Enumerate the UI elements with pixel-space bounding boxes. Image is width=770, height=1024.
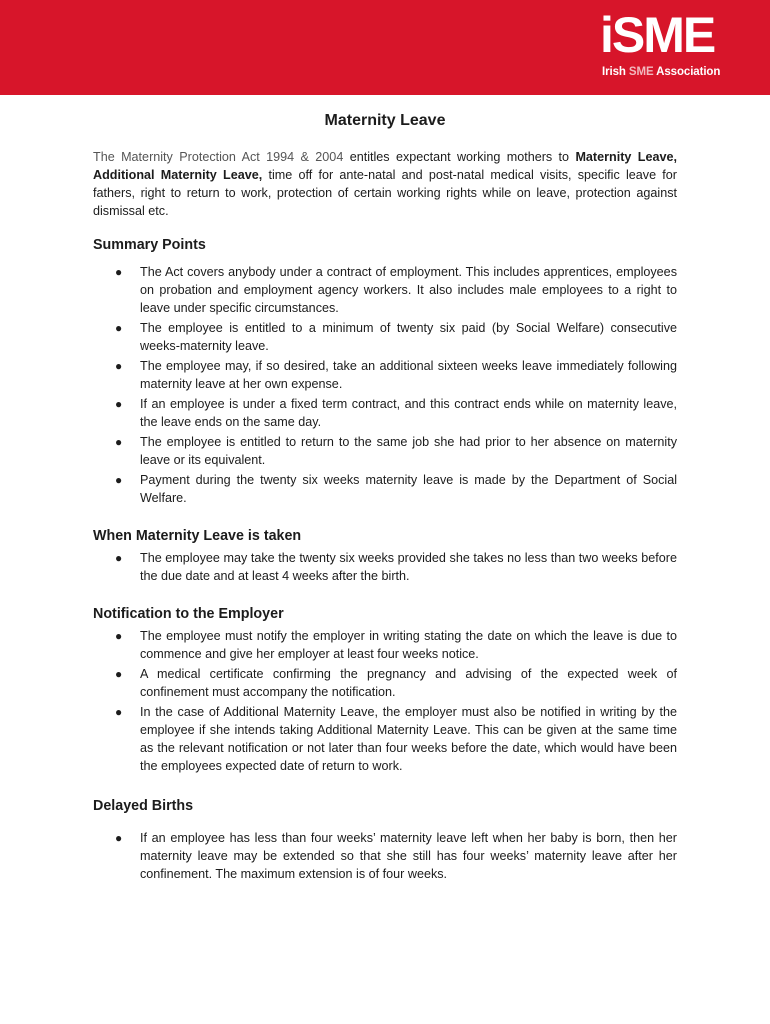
list-item: [93, 471, 677, 507]
bullet-icon: ●: [115, 629, 123, 643]
list-item-text: If an employee has less than four weeks’ maternity leave left when her baby is born, then her maternity leave may be extended so that she still has four weeks’ maternity leave after her confinement. The maximum extension is of four weeks.: [140, 831, 677, 881]
list-item: [93, 263, 677, 317]
bullet-list: [93, 263, 677, 507]
list-item-text: The Act covers anybody under a contract of employment. This includes apprentices, employees on probation and employment agency workers. It also includes male employees to a right to leave under specific circumstances.: [140, 265, 677, 315]
page-title: Maternity Leave: [324, 112, 446, 129]
list-item: [93, 395, 677, 431]
section-heading: Summary Points: [93, 237, 206, 253]
logo-wordmark: iSME: [600, 7, 715, 63]
intro-act-name: The Maternity Protection Act 1994 & 2004: [93, 150, 344, 164]
list-item: [93, 549, 677, 585]
section-heading: Notification to the Employer: [93, 606, 284, 622]
section-summary-points: [93, 236, 677, 507]
section-delayed-births: [93, 797, 677, 883]
bullet-icon: ●: [115, 473, 123, 487]
bullet-list: [93, 627, 677, 775]
bullet-icon: ●: [115, 705, 123, 719]
list-item-text: In the case of Additional Maternity Leave, the employer must also be notified in writing by the employee if she intends taking Additional Maternity Leave. This can be given at the same time as the relevant notification or not later than four weeks before the date, which would have been the employees expected date of return to work.: [140, 705, 677, 773]
logo-subtitle-highlight: SME: [628, 66, 654, 78]
list-item-text: The employee is entitled to a minimum of twenty six paid (by Social Welfare) consecutive weeks-maternity leave.: [140, 321, 677, 353]
logo-subtitle-pre: Irish: [602, 66, 629, 78]
logo-subtitle-post: Association: [653, 66, 721, 78]
document-body: [93, 108, 677, 885]
list-item: [93, 665, 677, 701]
intro-text-2: time off for ante-natal and post-natal medical visits, specific leave for fathers, right to return to work, protection of certain working rights while on leave, protection against dismissal etc.: [93, 168, 678, 218]
section-notification: [93, 605, 677, 775]
list-item-text: The employee is entitled to return to the same job she had prior to her absence on maternity leave or its equivalent.: [140, 435, 677, 467]
bullet-icon: ●: [115, 435, 123, 449]
isme-logo: [600, 7, 734, 82]
logo-subtitle: [602, 66, 720, 78]
list-item: [93, 703, 677, 775]
list-item-text: Payment during the twenty six weeks maternity leave is made by the Department of Social Welfare.: [140, 473, 677, 505]
bullet-list: [93, 829, 677, 883]
list-item: [93, 357, 677, 393]
bullet-icon: ●: [115, 265, 123, 279]
bullet-icon: ●: [115, 321, 123, 335]
list-item-text: The employee must notify the employer in writing stating the date on which the leave is due to commence and give her employer at least four weeks notice.: [140, 629, 677, 661]
bullet-icon: ●: [115, 667, 123, 681]
bullet-list: [93, 549, 677, 585]
list-item-text: The employee may, if so desired, take an additional sixteen weeks leave immediately following maternity leave at her own expense.: [140, 359, 677, 391]
bullet-icon: ●: [115, 551, 123, 565]
section-heading: Delayed Births: [93, 798, 194, 814]
list-item: [93, 433, 677, 469]
list-item-text: A medical certificate confirming the pregnancy and advising of the expected week of confinement must accompany the notification.: [140, 667, 677, 699]
list-item: [93, 627, 677, 663]
list-item: [93, 319, 677, 355]
bullet-icon: ●: [115, 397, 123, 411]
intro-text-1: entitles expectant working mothers to: [343, 150, 576, 164]
section-when-taken: [93, 527, 677, 585]
list-item-text: If an employee is under a fixed term contract, and this contract ends while on maternity leave, the leave ends on the same day.: [140, 397, 677, 429]
header-banner: [0, 0, 770, 95]
intro-paragraph: [93, 148, 677, 220]
bullet-icon: ●: [115, 831, 123, 845]
list-item-text: The employee may take the twenty six weeks provided she takes no less than two weeks before the due date and at least 4 weeks after the birth.: [140, 551, 677, 583]
intro-bold: Maternity Leave, Additional Maternity Leave,: [93, 150, 677, 182]
list-item: [93, 829, 677, 883]
section-heading: When Maternity Leave is taken: [93, 528, 302, 544]
bullet-icon: ●: [115, 359, 123, 373]
